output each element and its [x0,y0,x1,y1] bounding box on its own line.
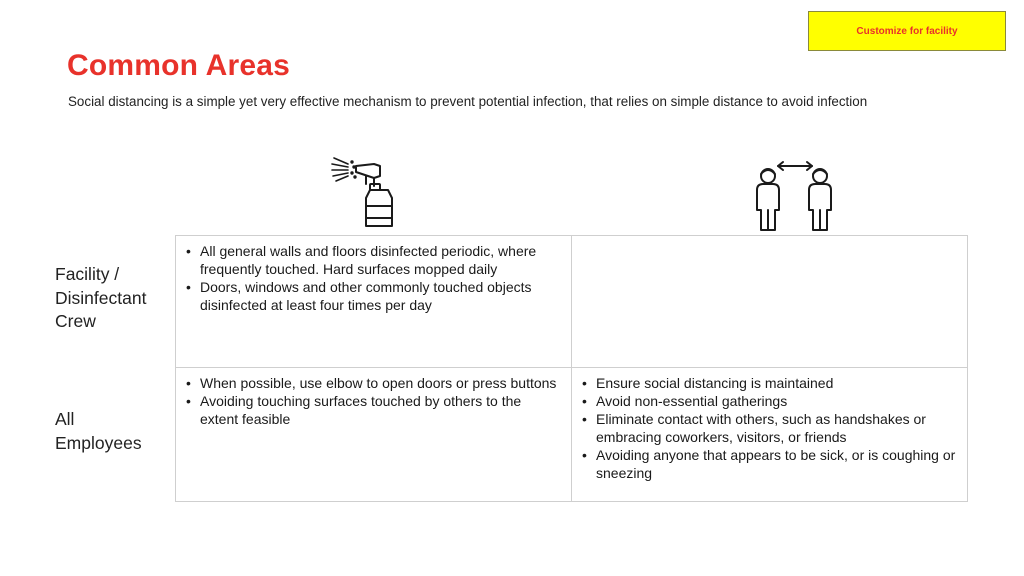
page-title: Common Areas [67,49,291,82]
spray-bottle-icon [330,154,396,230]
guidelines-table [175,235,968,502]
table-cell-facility-distancing [572,236,967,368]
bullet-list [184,374,563,428]
row-label-line: Disinfectant [55,287,147,308]
customize-badge-label: Customize for facility [856,25,958,37]
bullet-list [184,242,563,314]
list-item: • Avoiding touching surfaces touched by others to the extent feasible [184,392,563,428]
row-label-line: Facility / [55,264,120,284]
social-distance-icon [752,160,838,232]
table-cell-employees-disinfection [176,368,572,501]
bullet-list [580,374,959,482]
spray-mist [332,158,356,181]
customize-badge [808,11,1006,51]
list-item: • Ensure social distancing is maintained [580,374,959,392]
list-item: • Avoid non-essential gatherings [580,392,959,410]
page-subtitle: Social distancing is a simple yet very effective mechanism to prevent potential infection, that relies on simple distance to avoid infection [68,94,868,109]
row-label-line: Employees [55,432,142,453]
list-item: • Avoiding anyone that appears to be sick, or is coughing or sneezing [580,446,959,482]
table-cell-facility-disinfection [176,236,572,368]
list-item: • All general walls and floors disinfected periodic, where frequently touched. Hard surfaces mopped daily [184,242,563,278]
row-label-all-employees [55,408,142,455]
list-item: • When possible, use elbow to open doors or press buttons [184,374,563,392]
list-item: • Eliminate contact with others, such as handshakes or embracing coworkers, visitors, or friends [580,410,959,446]
row-label-line: Crew [55,311,96,331]
list-item: • Doors, windows and other commonly touched objects disinfected at least four times per day [184,278,563,314]
row-label-facility-crew [55,263,146,334]
row-label-line: All [55,409,75,429]
table-cell-employees-distancing [572,368,967,501]
